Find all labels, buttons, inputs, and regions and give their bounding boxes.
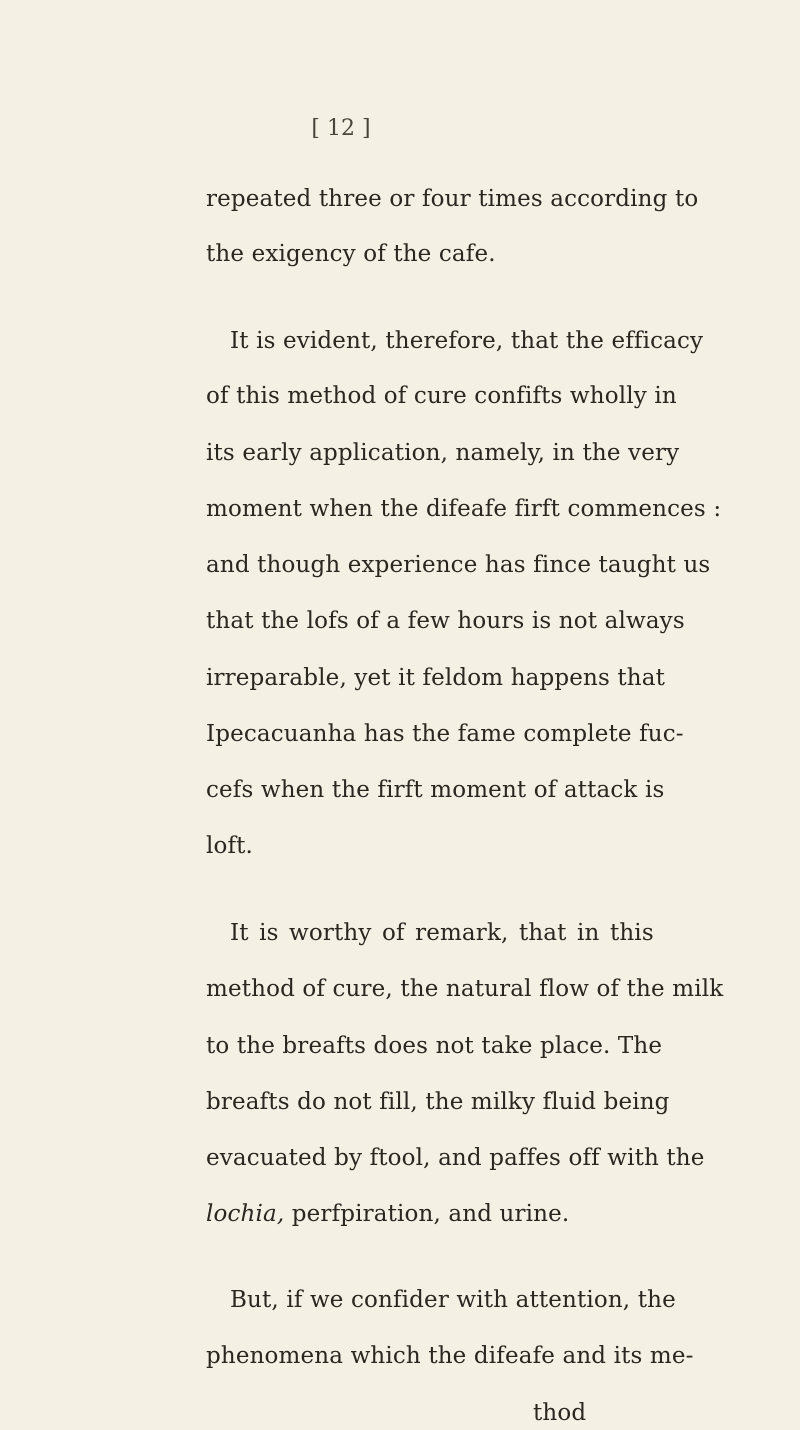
text-line: breafts do not fill, the milky fluid being	[206, 1089, 670, 1115]
text-line: moment when the difeafe firft commences :	[206, 496, 722, 522]
text-line: It is worthy of remark, that in this	[230, 920, 654, 946]
text-line: irreparable, yet it feldom happens that	[206, 665, 666, 691]
text-line: Ipecacuanha has the fame complete fuc-	[206, 721, 684, 747]
text-line: evacuated by ftool, and paffes off with the	[206, 1145, 705, 1171]
text-line: to the breafts does not take place. The	[206, 1033, 663, 1059]
text-line: But, if we confider with attention, the	[230, 1287, 676, 1313]
text-line: phenomena which the difeafe and its me-	[206, 1343, 694, 1369]
catchword: thod	[533, 1400, 587, 1426]
text-line: of this method of cure confifts wholly in	[206, 383, 677, 409]
text-line: the exigency of the cafe.	[206, 241, 496, 267]
page-number: [ 12 ]	[311, 116, 371, 141]
text-line	[206, 1198, 569, 1230]
text-fragment: perfpiration, and urine.	[284, 1201, 570, 1227]
text-line: its early application, namely, in the very	[206, 440, 680, 466]
text-line: cefs when the firft moment of attack is	[206, 777, 665, 803]
text-line: It is evident, therefore, that the efficacy	[230, 328, 704, 354]
text-line: repeated three or four times according to	[206, 186, 699, 212]
text-line: and though experience has fince taught us	[206, 552, 711, 578]
italic-term: lochia,	[206, 1201, 285, 1227]
text-line: that the lofs of a few hours is not always	[206, 608, 685, 634]
text-line: loft.	[206, 833, 254, 859]
text-line: method of cure, the natural flow of the milk	[206, 976, 724, 1002]
